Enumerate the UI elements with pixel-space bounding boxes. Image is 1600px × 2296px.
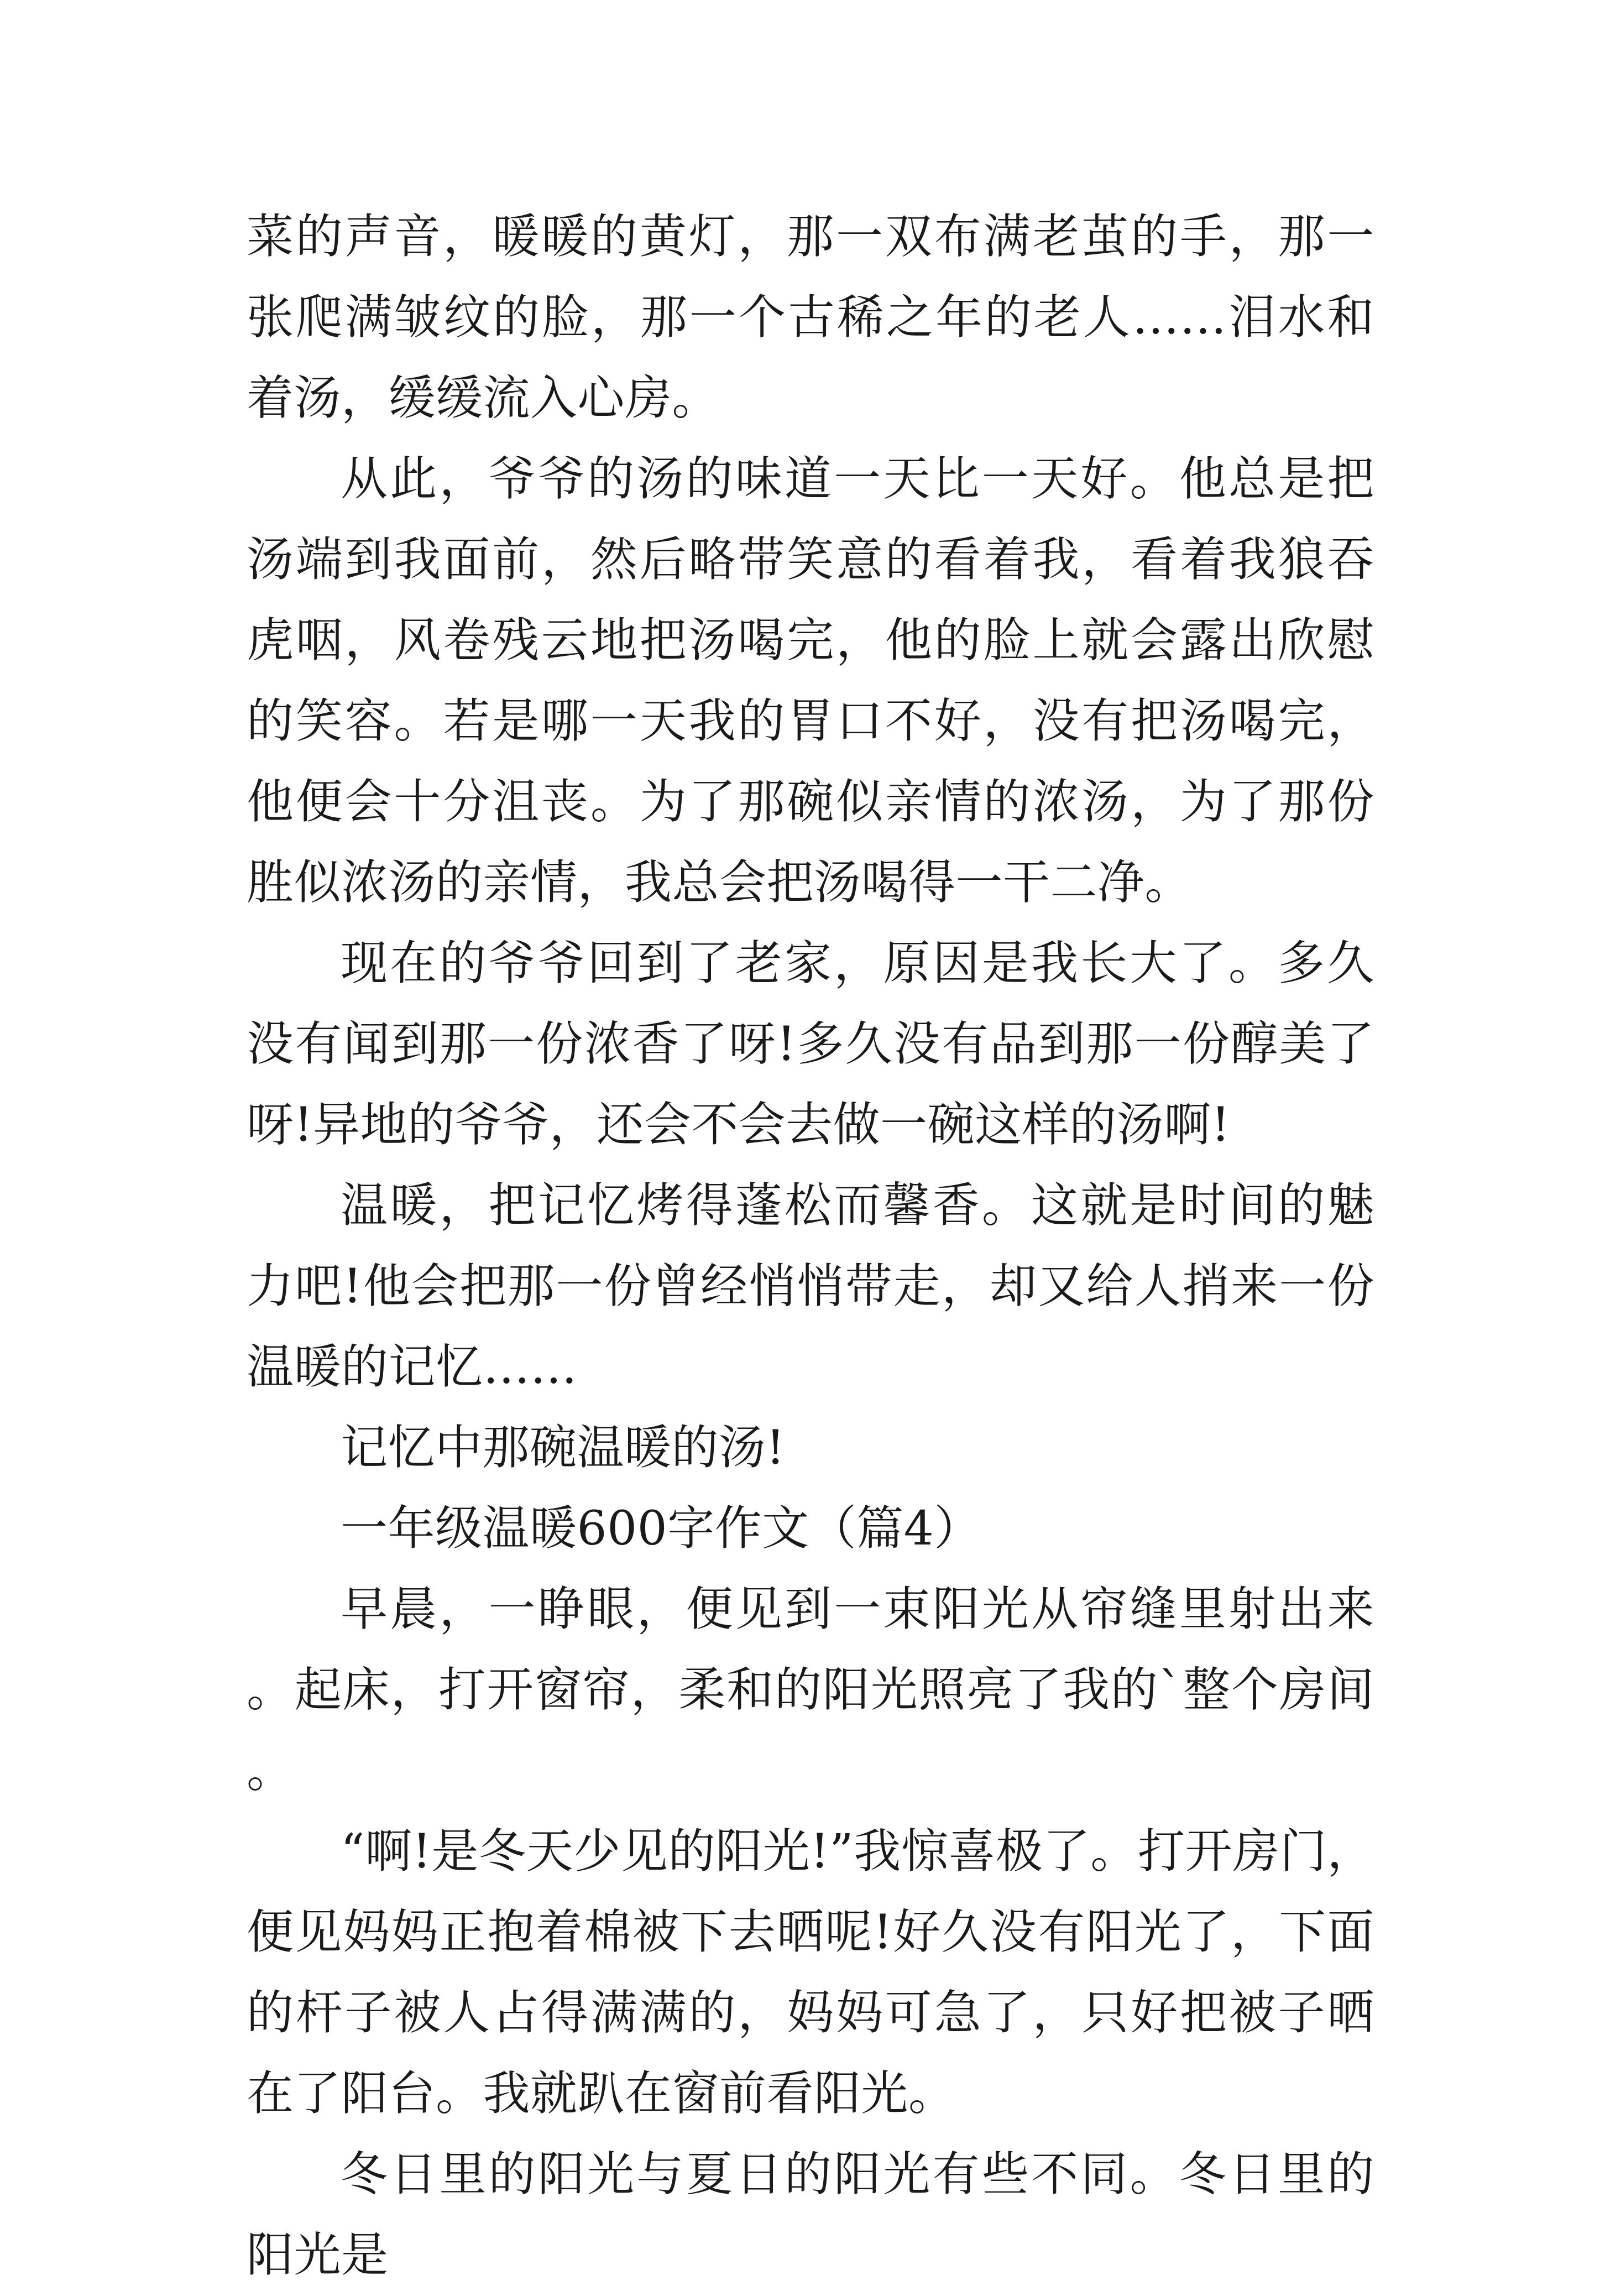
paragraph-grandpa-soup: 从此，爷爷的汤的味道一天比一天好。他总是把汤端到我面前，然后略带笑意的看着我，看着我狼吞虎咽，风卷残云地把汤喝完，他的脸上就会露出欣慰的笑容。若是哪一天我的胃口不好，没有把汤喝完，他便会十分沮丧。为了那碗似亲情的浓汤，为了那份胜似浓汤的亲情，我总会把汤喝得一干二净。 (247, 452, 1374, 910)
document-body (247, 197, 1374, 2296)
paragraph-winter-sun: “啊!是冬天少见的阳光!”我惊喜极了。打开房门，便见妈妈正抱着棉被下去晒呢!好久没有阳光了，下面的杆子被人占得满满的，妈妈可急了，只好把被子晒在了阳台。我就趴在窗前看阳光。 (247, 1824, 1374, 2121)
paragraph-continuation: 菜的声音，暖暖的黄灯，那一双布满老茧的手，那一张爬满皱纹的脸，那一个古稀之年的老人……泪水和着汤，缓缓流入心房。 (247, 210, 1374, 426)
paragraph-hometown: 现在的爷爷回到了老家，原因是我长大了。多久没有闻到那一份浓香了呀!多久没有品到那一份醇美了呀!异地的爷爷，还会不会去做一碗这样的汤啊! (247, 936, 1374, 1152)
essay-title-4: 一年级温暖600字作文（篇4） (341, 1501, 981, 1556)
paragraph-morning: 早晨，一睁眼，便见到一束阳光从帘缝里射出来。起床，打开窗帘，柔和的阳光照亮了我的`整个房间。 (247, 1582, 1374, 1798)
paragraph-closing: 记忆中那碗温暖的汤! (341, 1421, 786, 1475)
paragraph-warmth: 温暖，把记忆烤得蓬松而馨香。这就是时间的魅力吧!他会把那一份曾经悄悄带走，却又给人捎来一份温暖的记忆…… (247, 1178, 1374, 1395)
paragraph-compare: 冬日里的阳光与夏日的阳光有些不同。冬日里的阳光是 (247, 2147, 1374, 2283)
